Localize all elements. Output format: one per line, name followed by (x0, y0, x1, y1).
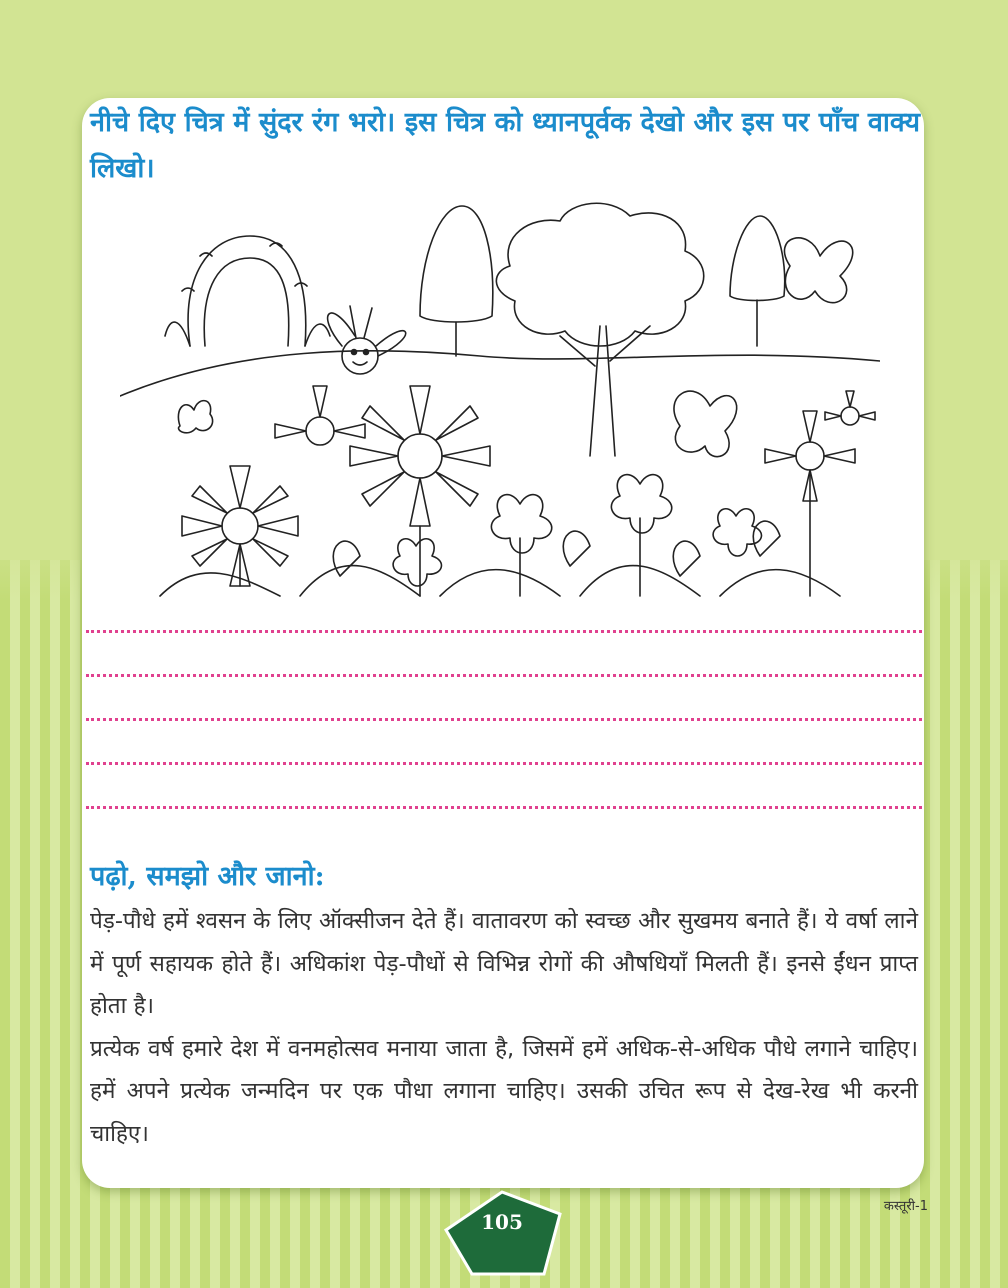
hedge-arch-icon (165, 236, 330, 346)
reading-passage (90, 900, 918, 1155)
writing-line-5[interactable] (86, 806, 922, 809)
section-heading: पढ़ो, समझो और जानो: (90, 861, 325, 892)
book-label: कस्तूरी-1 (883, 1199, 928, 1214)
writing-line-3[interactable] (86, 718, 922, 721)
leaves-icon (160, 470, 840, 596)
big-tree-icon (496, 203, 703, 456)
page-number: 105 (481, 1210, 523, 1234)
writing-line-4[interactable] (86, 762, 922, 765)
paragraph-1: पेड़-पौधे हमें श्वसन के लिए ऑक्सीजन देते हैं। वातावरण को स्वच्छ और सुखमय बनाते हैं। ये वर्षा लाने में पूर्ण सहायक होते हैं। अधिकांश पेड़-पौधों से विभिन्न रोगों की औषधियाँ मिलती हैं। इनसे ईंधन प्राप्त होता है। (90, 908, 918, 1019)
writing-line-1[interactable] (86, 630, 922, 633)
bee-icon (328, 306, 406, 374)
instruction-text: नीचे दिए चित्र में सुंदर रंग भरो। इस चित्र को ध्यानपूर्वक देखो और इस पर पाँच वाक्य लिखो। (90, 107, 920, 184)
cone-tree-icon (420, 206, 785, 356)
page-number-badge (442, 1190, 562, 1276)
writing-line-2[interactable] (86, 674, 922, 677)
garden-coloring-illustration (120, 196, 880, 606)
paragraph-2: प्रत्येक वर्ष हमारे देश में वनमहोत्सव मनाया जाता है, जिसमें हमें अधिक-से-अधिक पौधे लगाने चाहिए। हमें अपने प्रत्येक जन्मदिन पर एक पौधा लगाना चाहिए। उसकी उचित रूप से देख-रेख भी करनी चाहिए। (90, 1035, 918, 1147)
flower-icon (178, 386, 875, 586)
butterfly-icon (674, 238, 853, 457)
